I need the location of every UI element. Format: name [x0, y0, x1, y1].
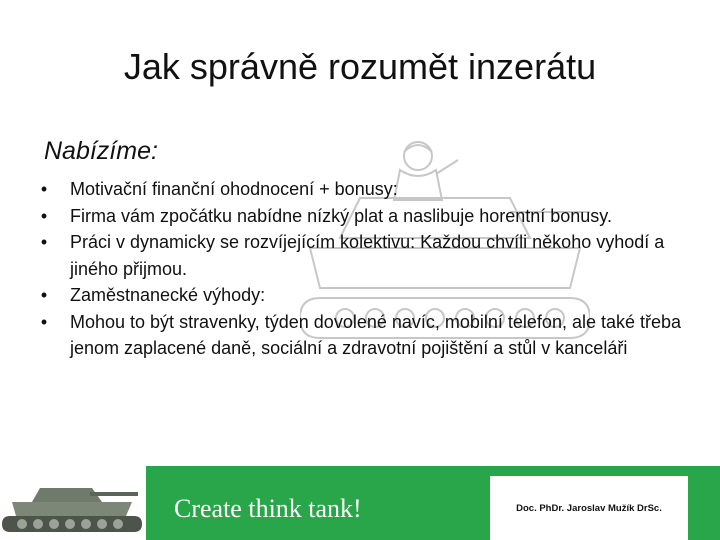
bullet-text: Motivační finanční ohodnocení + bonusy: [70, 179, 398, 199]
list-item [36, 203, 686, 230]
list-item [36, 309, 686, 362]
section-subtitle: Nabízíme: [44, 137, 158, 165]
tank-photo [0, 470, 146, 540]
bullet-text: Práci v dynamicky se rozvíjejícím kolektivu: Každou chvíli někoho vyhodí a jiného přijmou. [70, 232, 665, 279]
bullet-text: Firma vám zpočátku nabídne nízký plat a naslibuje horentní bonusy. [70, 205, 612, 226]
list-item [36, 176, 686, 203]
footer-author: Doc. PhDr. Jaroslav Mužík DrSc. [516, 503, 662, 514]
bullet-dot: • [40, 179, 48, 199]
footer-tagline: Create think tank! [174, 494, 362, 523]
bullet-dot: • [40, 205, 48, 226]
list-item [36, 229, 686, 282]
bullet-dot: • [40, 285, 48, 305]
bullet-dot: • [40, 311, 48, 332]
bullet-text: Mohou to být stravenky, týden dovolené navíc, mobilní telefon, ale také třeba jenom zaplacené daně, sociální a zdravotní pojištění a stůl v kanceláři [70, 311, 682, 358]
bullet-dot: • [40, 232, 48, 252]
bullet-list [36, 176, 686, 362]
slide-title: Jak správně rozumět inzerátu [123, 46, 597, 87]
bullet-text: Zaměstnanecké výhody: [70, 285, 266, 305]
list-item [36, 282, 686, 309]
